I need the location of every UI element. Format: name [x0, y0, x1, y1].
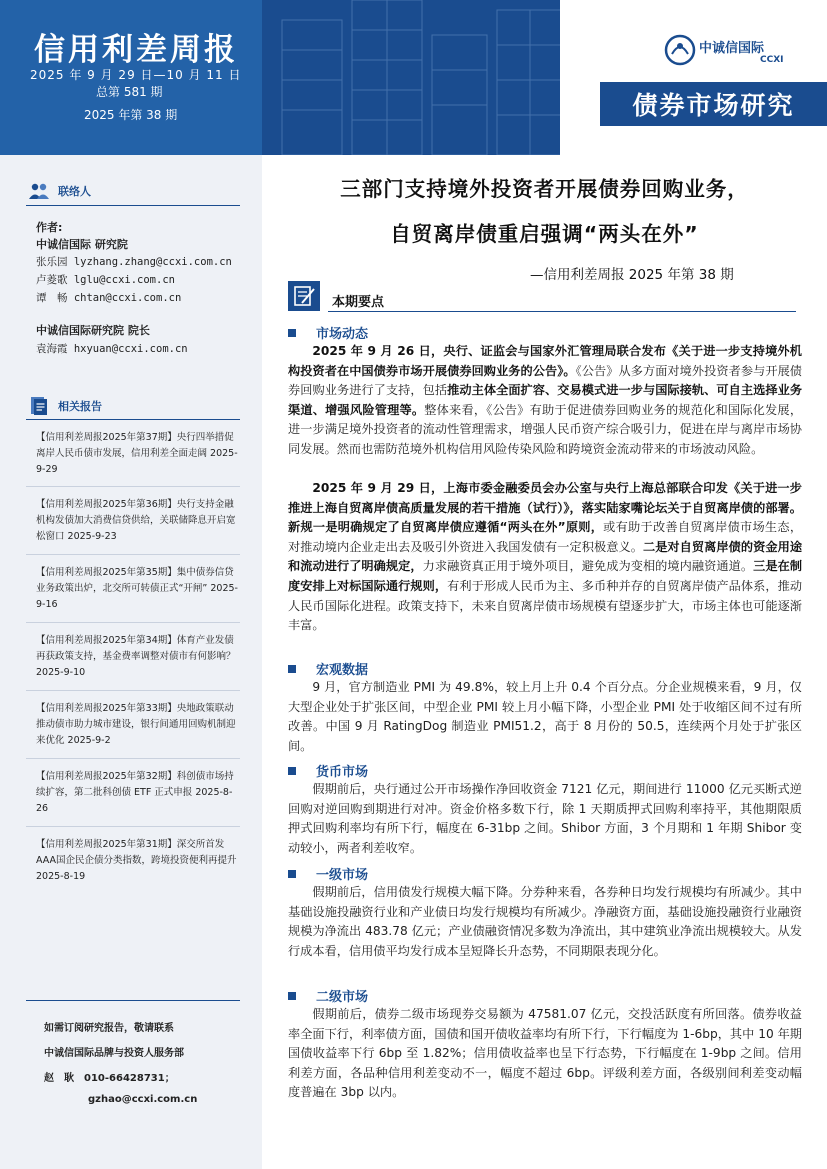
report-date-range: 2025 年 9 月 29 日—10 月 11 日	[30, 68, 242, 82]
subtitle: —信用利差周报 2025 年第 38 期	[530, 267, 734, 283]
square-bullet-icon	[288, 767, 296, 775]
related-divider	[26, 826, 240, 827]
subscribe-phone: 赵 耿 010-66428731；	[44, 1073, 175, 1084]
related-divider	[26, 554, 240, 555]
market-paragraph	[288, 479, 802, 636]
secondary-paragraph: 假期前后，债券二级市场现券交易额为 47581.07 亿元，交投活跃度有所回落。债券收益率全面下行，利率债方面，国债和国开债收益率均有所下行，下行幅度为 1-6bp，其中 10 年期国债收益率下行 6bp 至 1.82%；信用债收益率也呈下行态势，下行幅度在 1-9bp 之间。信用利差方面，各品种信用利差变动不一，幅度不超过 6bp。评级利差方面，各级别间利差变动幅度普遍在 3bp 以内。	[288, 1007, 802, 1100]
related-divider	[26, 758, 240, 759]
market-text: 力求融资真正用于境外项目，避免成为变相的境内融资通道。	[422, 559, 754, 574]
macro-paragraph: 9 月，官方制造业 PMI 为 49.8%，较上月上升 0.4 个百分点。分企业规模来看，9 月，仅大型企业处于扩张区间，中型企业 PMI 较上月小幅下降，小型企业 PMI 处于收缩区间不过有所改善。中国 9 月 RatingDog 制造业 PMI51.2，高于 8 月份的 50.5，连续两个月处于扩张区间。	[288, 680, 802, 753]
author-contact[interactable]: 张乐园 lyzhang.zhang@ccxi.com.cn	[36, 256, 232, 268]
primary-paragraph: 假期前后，信用债发行规模大幅下降。分券种来看，各券种日均发行规模均有所减少。其中基础设施投融资行业和产业债日均发行规模均有所减少。净融资方面，基础设施投融资行业融资规模为净流出 483.78 亿元；产业债融资情况多数为净流出，其中建筑业净流出规模较大。从发行成本看，信用债平均发行成本呈短降长升态势，不同期限表现分化。	[288, 885, 802, 958]
header-brand-panel	[560, 0, 827, 155]
market-lead: 2025 年 9 月 26 日，央行、证监会与国家外汇管理局联合发布《关于进一步支持境外机构投资者在中国债券市场开展债券回购业务的公告》。	[288, 344, 802, 378]
document-pen-icon	[288, 281, 320, 311]
contacts-heading	[28, 181, 91, 201]
subscribe-email[interactable]: gzhao@ccxi.com.cn	[88, 1094, 198, 1105]
subscribe-dept: 中诚信国际品牌与投资人服务部	[44, 1048, 184, 1059]
related-report-link[interactable]: 【信用利差周报2025年第36期】央行支持金融机构发债加大消费信贷供给，关联储降息开启宽松窗口 2025-9-23	[36, 499, 236, 542]
square-bullet-icon	[288, 992, 296, 1000]
related-rule	[26, 419, 240, 420]
people-icon	[28, 181, 50, 201]
section-heading-secondary	[288, 986, 368, 1005]
section-heading-primary	[288, 864, 368, 883]
report-year-issue: 2025 年第 38 期	[84, 108, 178, 122]
section-label: 二级市场	[316, 990, 369, 1005]
section-heading-macro	[288, 659, 368, 678]
square-bullet-icon	[288, 870, 296, 878]
header-banner	[0, 0, 827, 155]
related-heading-label: 相关报告	[58, 400, 102, 413]
market-text: 或有助于改善自贸离岸债市场生态，对推动境内企业走出去及吸引外资进入我国发债有一定积极意义。	[288, 520, 803, 554]
logo-text-cn: 中诚信国际	[699, 41, 765, 56]
logo-text-en: CCXI	[760, 55, 784, 65]
author-label: 作者:	[36, 221, 63, 234]
author-contact[interactable]: 卢菱歌 lglu@ccxi.com.cn	[36, 274, 175, 286]
summary-header	[288, 281, 796, 311]
related-divider	[26, 622, 240, 623]
market-text: 《公告》从多方面对境外投资者参与开展债券回购业务进行了支持，包括	[288, 363, 802, 398]
related-heading	[28, 396, 102, 416]
related-report-link[interactable]: 【信用利差周报2025年第33期】央地政策联动推动债市助力城市建设，银行间通用回购机制迎来优化 2025-9-2	[36, 703, 236, 746]
square-bullet-icon	[288, 665, 296, 673]
market-paragraph	[288, 342, 802, 460]
money-paragraph: 假期前后，央行通过公开市场操作净回收资金 7121 亿元，期间进行 11000 亿元买断式逆回购对逆回购到期进行对冲。资金价格多数下行，除 1 天期质押式回购利率持平，其他期限质押式回购利率均有所下行，幅度在 6-31bp 之间。Shibor 方面，3 个月期和 1 年期 Shibor 变动较小，两者利差收窄。	[288, 782, 802, 855]
market-lead: 2025 年 9 月 29 日，上海市委金融委员会办公室与央行上海总部联合印发《关于进一步推进上海自贸离岸债高质量发展的若干措施（试行）》，落实陆家嘴论坛关于自贸离岸债的部署。新规一是明确规定了自贸离岸债应遵循“两头在外”原则，	[288, 481, 802, 535]
dean-contact[interactable]: 袁海霞 hxyuan@ccxi.com.cn	[36, 343, 188, 355]
contacts-rule	[26, 205, 240, 206]
related-divider	[26, 486, 240, 487]
report-title: 信用利差周报	[34, 32, 238, 68]
summary-label: 本期要点	[332, 295, 385, 310]
related-divider	[26, 690, 240, 691]
subscribe-line: 如需订阅研究报告，敬请联系	[44, 1023, 174, 1034]
market-highlight: 推动主体全面扩容、交易模式进一步与国际接轨、可自主选择业务渠道、增强风险管理等。	[288, 383, 803, 417]
related-report-link[interactable]: 【信用利差周报2025年第32期】科创债市场持续扩容，第二批科创债 ETF 正式申报 2025-8-26	[36, 771, 234, 814]
section-heading-money	[288, 761, 368, 780]
related-report-link[interactable]: 【信用利差周报2025年第34期】体育产业发债再获政策支持，基金费率调整对债市有何影响？ 2025-9-10	[36, 635, 236, 678]
summary-icon-box	[288, 281, 320, 311]
dean-label: 中诚信国际研究院 院长	[36, 324, 150, 337]
section-label: 市场动态	[316, 327, 369, 342]
section-label: 宏观数据	[316, 663, 369, 678]
section-label: 一级市场	[316, 868, 369, 883]
square-bullet-icon	[288, 329, 296, 337]
market-text: 有利于形成人民币为主、多币种并存的自贸离岸债产品体系，推动人民币国际化进程。政策支持下，未来自贸离岸债市场规模有望逐步扩大，市场主体也可能逐渐丰富。	[288, 578, 803, 633]
summary-rule	[328, 311, 796, 312]
section-label: 货币市场	[316, 765, 369, 780]
market-highlight: 二是对自贸离岸债的资金用途和流动进行了明确规定，	[288, 539, 803, 574]
subscribe-contact	[26, 1000, 240, 1135]
series-name: 债券市场研究	[600, 82, 827, 126]
main-title-line: 自贸离岸债重启强调“两头在外”	[390, 222, 699, 246]
market-text: 整体来看，《公告》有助于促进债券回购业务的规范化和国际化发展，进一步满足境外投资者的流动性管理需求，增强人民币资产综合吸引力，促进在岸与离岸市场协同发展。然而也需防范境外机构信用风险传染风险和跨境资金流动带来的市场波动风险。	[288, 402, 803, 456]
related-report-link[interactable]: 【信用利差周报2025年第37期】央行四举措促离岸人民币债市发展，信用利差全面走阔 2025-9-29	[36, 432, 238, 475]
author-contact[interactable]: 谭 畅 chtan@ccxi.com.cn	[36, 292, 182, 304]
market-highlight: 三是在制度安排上对标国际通行规则，	[288, 559, 803, 593]
related-report-link[interactable]: 【信用利差周报2025年第31期】深交所首发AAA国企民企债分类指数，跨境投资便利再提升 2025-8-19	[36, 839, 237, 882]
main-title-line: 三部门支持境外投资者开展债券回购业务，	[340, 177, 749, 201]
contacts-heading-label: 联络人	[58, 185, 91, 198]
report-icon	[28, 396, 50, 416]
related-report-link[interactable]: 【信用利差周报2025年第35期】集中债券信贷业务政策出炉，北交所可转债正式“开闸” 2025-9-16	[36, 567, 238, 610]
section-heading-market	[288, 323, 368, 342]
report-total-issue: 总第 581 期	[96, 85, 163, 99]
author-org: 中诚信国际 研究院	[36, 238, 128, 251]
